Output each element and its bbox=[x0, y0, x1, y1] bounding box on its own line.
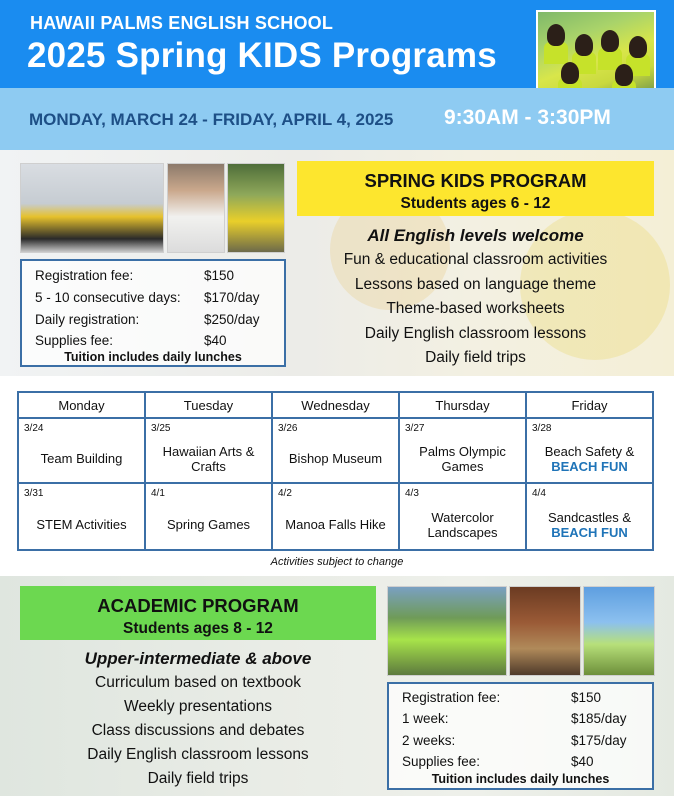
cell-date: 3/25 bbox=[151, 423, 171, 434]
cell-date: 3/31 bbox=[24, 488, 44, 499]
kids-outdoor-photo bbox=[227, 163, 285, 253]
cell-date: 4/4 bbox=[532, 488, 546, 499]
spring-fee-box bbox=[20, 259, 286, 367]
fee-label: 2 weeks: bbox=[402, 733, 456, 748]
activity-line: Beach Safety & bbox=[544, 443, 635, 459]
fee-value: $40 bbox=[571, 754, 594, 769]
school-name: HAWAII PALMS ENGLISH SCHOOL bbox=[30, 13, 334, 33]
activity-line: Crafts bbox=[191, 458, 226, 474]
academic-fee-box bbox=[387, 682, 654, 790]
cell-activity bbox=[402, 437, 523, 480]
program-dates: MONDAY, MARCH 24 - FRIDAY, APRIL 4, 2025 bbox=[29, 110, 394, 129]
fee-value: $185/day bbox=[571, 711, 627, 726]
feature-item: Daily English classroom lessons bbox=[87, 745, 309, 763]
activity-schedule-table bbox=[17, 391, 654, 551]
schedule-cell bbox=[527, 419, 652, 484]
fee-value: $175/day bbox=[571, 733, 627, 748]
lunch-note: Tuition includes daily lunches bbox=[431, 772, 610, 786]
feature-item: Fun & educational classroom activities bbox=[343, 251, 608, 268]
schedule-cell bbox=[273, 484, 400, 549]
fee-label: 5 - 10 consecutive days: bbox=[35, 290, 181, 305]
cell-activity bbox=[148, 502, 269, 547]
activity-line: Landscapes bbox=[427, 524, 498, 540]
activity-line: Sandcastles & bbox=[547, 509, 632, 525]
feature-item: Curriculum based on textbook bbox=[95, 674, 301, 691]
fee-value: $250/day bbox=[204, 312, 260, 327]
fee-label: 1 week: bbox=[402, 711, 449, 726]
cell-date: 3/24 bbox=[24, 423, 44, 434]
fee-value: $40 bbox=[204, 333, 227, 348]
day-header: Wednesday bbox=[273, 393, 400, 419]
fee-label: Daily registration: bbox=[35, 312, 140, 327]
activity-line: Team Building bbox=[40, 451, 123, 466]
schedule-cell bbox=[273, 419, 400, 484]
feature-item: Daily field trips bbox=[147, 770, 249, 787]
schedule-cell bbox=[146, 484, 273, 549]
fee-label: Registration fee: bbox=[402, 690, 501, 705]
program-age-range: Students ages 8 - 12 bbox=[123, 620, 273, 637]
day-header: Monday bbox=[19, 393, 146, 419]
program-title: SPRING KIDS PROGRAM bbox=[364, 170, 587, 191]
cell-date: 4/3 bbox=[405, 488, 419, 499]
students-selfie-photo bbox=[387, 586, 507, 676]
feature-item: Daily field trips bbox=[425, 349, 526, 366]
feature-item: Lessons based on language theme bbox=[354, 275, 597, 293]
beach-fun-highlight: BEACH FUN bbox=[551, 458, 628, 474]
fee-value: $150 bbox=[571, 690, 602, 705]
feature-item: Theme-based worksheets bbox=[386, 300, 565, 317]
student-with-papers-photo bbox=[167, 163, 225, 253]
cell-activity bbox=[529, 437, 650, 480]
spring-program-header bbox=[297, 161, 654, 216]
activity-line: Spring Games bbox=[166, 517, 251, 532]
features-lead: All English levels welcome bbox=[367, 226, 584, 245]
cell-activity bbox=[21, 502, 142, 547]
beach-fun-highlight: BEACH FUN bbox=[551, 524, 628, 540]
schedule-cell bbox=[146, 419, 273, 484]
program-times: 9:30AM - 3:30PM bbox=[444, 106, 611, 129]
group-photo-yellow-shirts bbox=[20, 163, 164, 253]
fee-label: Supplies fee: bbox=[35, 333, 114, 348]
fee-label: Registration fee: bbox=[35, 268, 134, 283]
cell-date: 4/2 bbox=[278, 488, 292, 499]
kids-group-photo bbox=[536, 10, 656, 99]
fee-value: $150 bbox=[204, 268, 235, 283]
day-header: Tuesday bbox=[146, 393, 273, 419]
activity-line: Games bbox=[441, 458, 484, 474]
program-age-range: Students ages 6 - 12 bbox=[400, 195, 551, 212]
park-group-photo bbox=[583, 586, 655, 676]
cell-date: 3/26 bbox=[278, 423, 298, 434]
activity-line: Manoa Falls Hike bbox=[285, 517, 386, 532]
schedule-cell bbox=[527, 484, 652, 549]
activity-line: Bishop Museum bbox=[288, 451, 383, 466]
stairway-photo bbox=[509, 586, 581, 676]
activity-line: Watercolor bbox=[431, 509, 494, 525]
schedule-cell bbox=[400, 419, 527, 484]
photo-figure bbox=[629, 36, 647, 58]
page-title: 2025 Spring KIDS Programs bbox=[27, 36, 497, 75]
academic-features-list bbox=[20, 647, 376, 791]
day-header: Thursday bbox=[400, 393, 527, 419]
cell-activity bbox=[275, 437, 396, 480]
lunch-note: Tuition includes daily lunches bbox=[64, 350, 242, 364]
photo-figure bbox=[615, 64, 633, 86]
photo-figure bbox=[561, 62, 579, 84]
feature-item: Class discussions and debates bbox=[91, 721, 305, 739]
photo-figure bbox=[575, 34, 593, 56]
header-banner bbox=[0, 0, 674, 88]
day-header: Friday bbox=[527, 393, 652, 419]
program-title: ACADEMIC PROGRAM bbox=[97, 595, 299, 616]
academic-program-header bbox=[20, 586, 376, 640]
schedule-caption: Activities subject to change bbox=[270, 556, 404, 568]
activity-line: STEM Activities bbox=[36, 517, 127, 532]
schedule-cell bbox=[400, 484, 527, 549]
cell-date: 3/27 bbox=[405, 423, 425, 434]
feature-item: Weekly presentations bbox=[124, 698, 272, 715]
spring-features-list bbox=[297, 224, 654, 371]
features-lead: Upper-intermediate & above bbox=[84, 649, 312, 668]
cell-date: 3/28 bbox=[532, 423, 552, 434]
schedule-cell bbox=[19, 419, 146, 484]
cell-date: 4/1 bbox=[151, 488, 165, 499]
photo-figure bbox=[601, 30, 619, 52]
activity-line: Palms Olympic bbox=[419, 443, 506, 459]
feature-item: Daily English classroom lessons bbox=[364, 324, 587, 342]
photo-figure bbox=[547, 24, 565, 46]
schedule-cell bbox=[19, 484, 146, 549]
cell-activity bbox=[402, 502, 523, 547]
fee-label: Supplies fee: bbox=[402, 754, 481, 769]
cell-activity bbox=[21, 437, 142, 480]
cell-activity bbox=[275, 502, 396, 547]
activity-line: Hawaiian Arts & bbox=[162, 443, 255, 459]
fee-value: $170/day bbox=[204, 290, 260, 305]
cell-activity bbox=[529, 502, 650, 547]
cell-activity bbox=[148, 437, 269, 480]
